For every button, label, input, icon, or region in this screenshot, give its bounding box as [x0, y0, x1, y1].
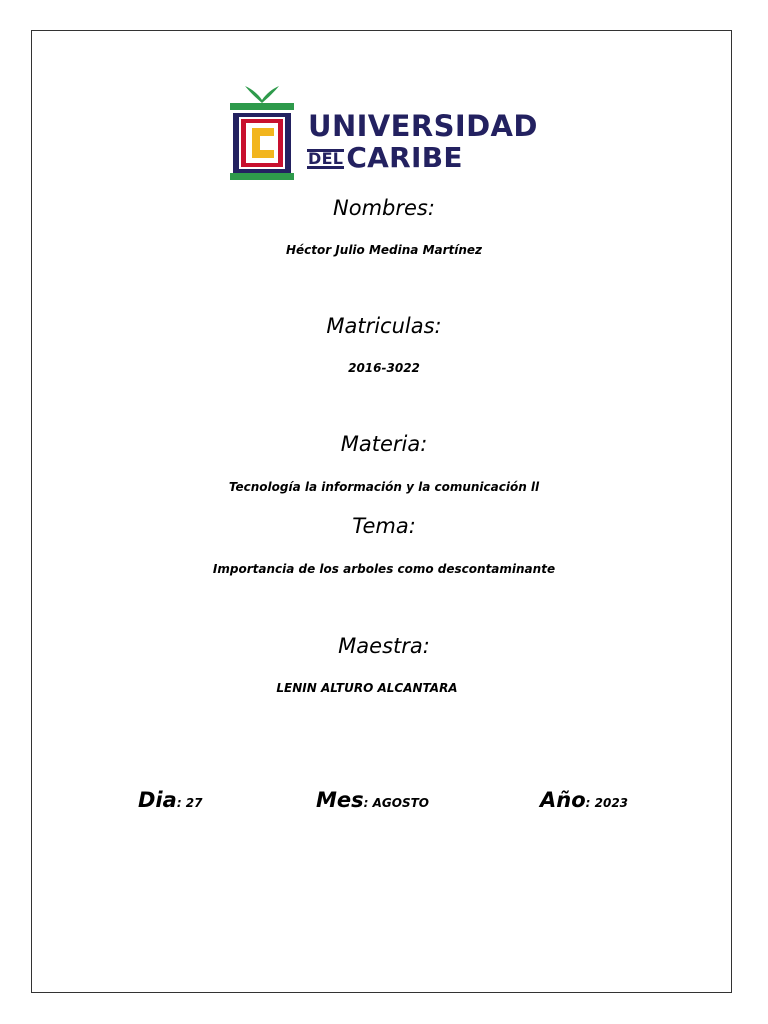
ano-value: : 2023	[585, 796, 629, 810]
mes-label: Mes	[316, 788, 364, 812]
university-logo	[228, 86, 558, 180]
university-emblem-icon	[228, 86, 296, 180]
tema-label: Tema:	[352, 514, 416, 538]
logo-del-caribe-text	[307, 141, 463, 174]
tema-value: Importancia de los arboles como descontaminante	[212, 562, 556, 576]
dia-field	[138, 790, 203, 811]
matriculas-label: Matriculas:	[326, 314, 442, 338]
nombres-label: Nombres:	[333, 196, 435, 220]
logo-caribe-text: CARIBE	[346, 141, 463, 174]
matriculas-value: 2016-3022	[348, 361, 420, 375]
mes-value: : AGOSTO	[363, 796, 429, 810]
dia-value: : 27	[176, 796, 203, 810]
nombres-value: Héctor Julio Medina Martínez	[285, 243, 483, 257]
logo-del-text: DEL	[308, 149, 344, 168]
dia-label: Dia	[138, 788, 177, 812]
logo-universidad-text: UNIVERSIDAD	[308, 109, 538, 143]
ano-field	[540, 790, 628, 811]
materia-value: Tecnología la información y la comunicación ll	[228, 480, 540, 494]
ano-label: Año	[540, 788, 586, 812]
maestra-value: LENIN ALTURO ALCANTARA	[276, 681, 458, 695]
mes-field	[316, 790, 429, 811]
date-row	[0, 790, 768, 820]
materia-label: Materia:	[340, 432, 428, 456]
maestra-label: Maestra:	[338, 634, 430, 658]
